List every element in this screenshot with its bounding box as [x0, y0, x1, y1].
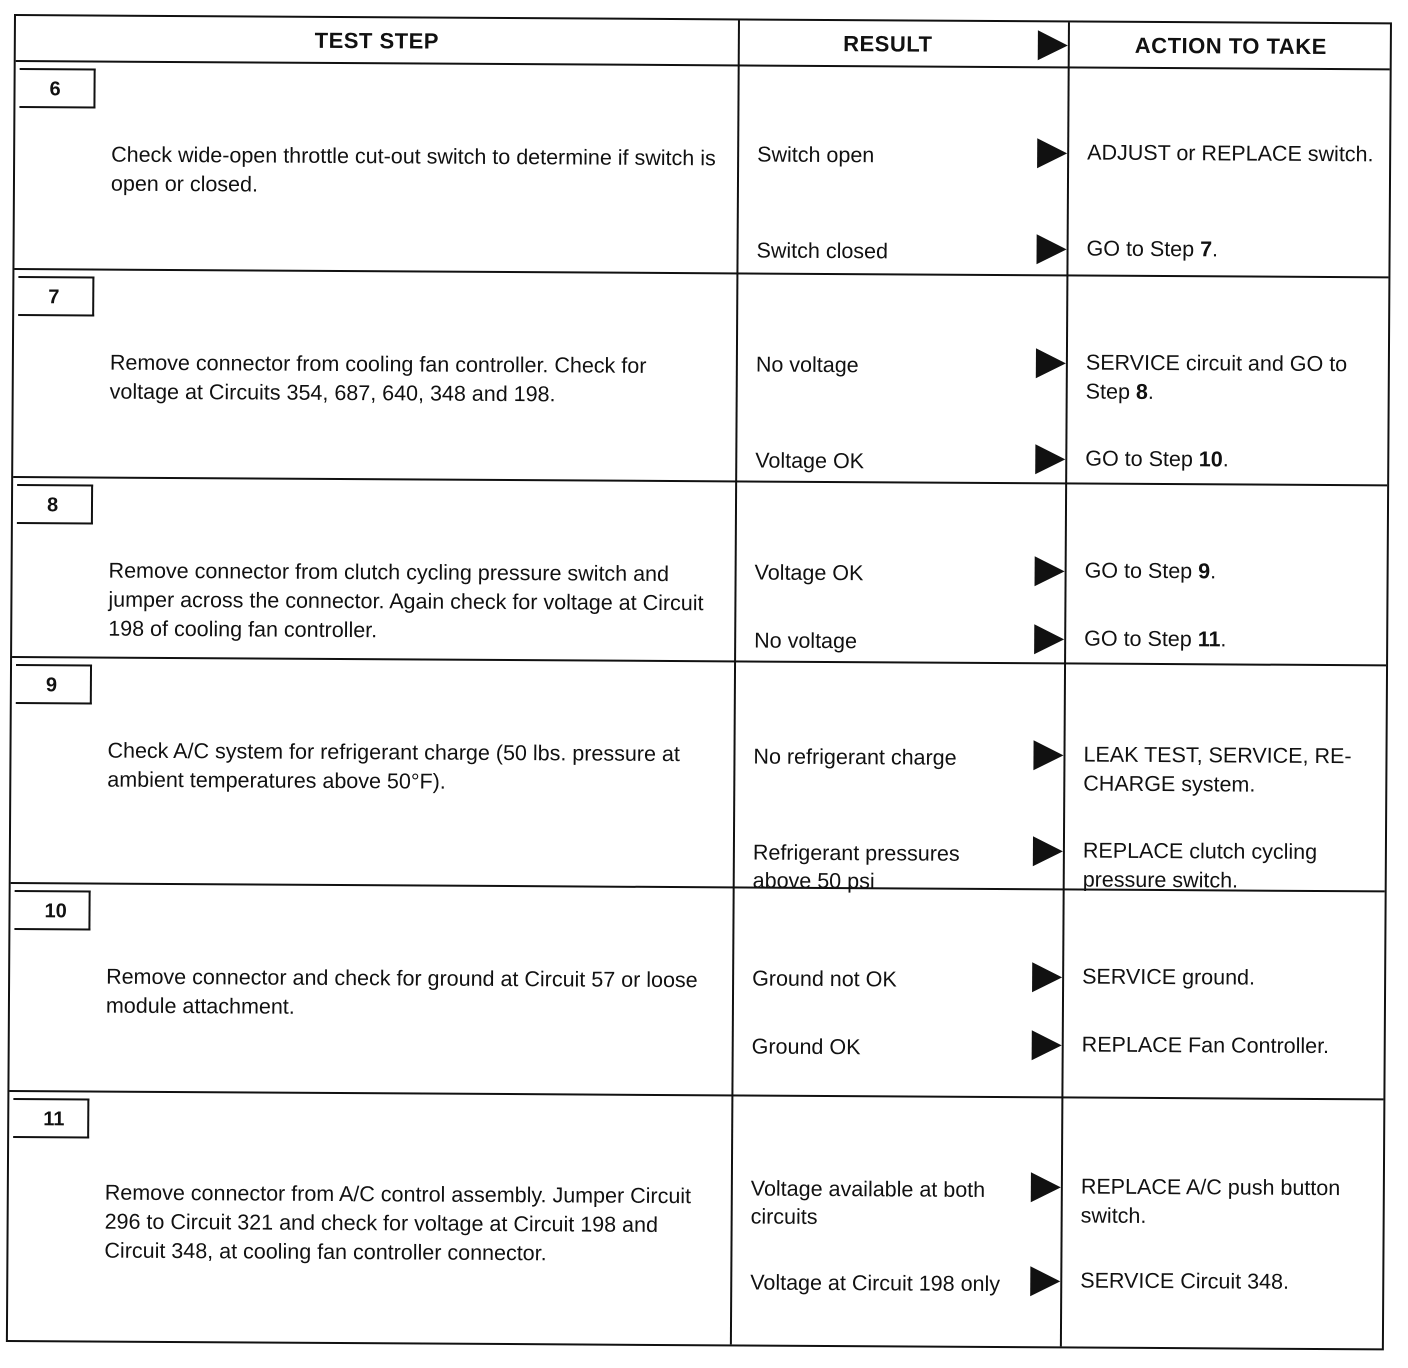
result-text: Voltage OK: [754, 560, 864, 586]
result-text: Switch closed: [756, 238, 889, 264]
result-text: Ground not OK: [752, 966, 897, 992]
step-number: 7: [18, 276, 94, 316]
result-text: Switch open: [757, 142, 875, 168]
step-text: Check wide-open throttle cut-out switch to determine if switch is open or closed.: [110, 142, 716, 197]
arrow-right-icon: [1032, 1030, 1062, 1060]
action-text: GO to Step 7.: [1086, 236, 1219, 262]
action-text: REPLACE clutch cycling pressure switch.: [1082, 838, 1318, 893]
action-text: REPLACE Fan Controller.: [1081, 1032, 1330, 1059]
step-row-11: [8, 1092, 1383, 1348]
header-result: RESULT: [843, 31, 933, 57]
step-row-8: [12, 478, 1387, 666]
result-text: Voltage OK: [755, 448, 865, 474]
table-header: [16, 16, 1390, 70]
result-text: Ground OK: [751, 1034, 861, 1060]
step-text: Remove connector from cooling fan controller. Check for voltage at Circuits 354, 687, 640, 348 and 198.: [109, 350, 647, 407]
action-text: GO to Step 9.: [1084, 558, 1217, 584]
result-text: No voltage: [755, 352, 859, 378]
step-row-9: [11, 658, 1386, 892]
step-text: Remove connector from A/C control assembly. Jumper Circuit 296 to Circuit 321 and check for voltage at Circuit 198 and Circuit 348, at cooling fan controller connector.: [104, 1180, 692, 1266]
result-text: Voltage at Circuit 198 only: [750, 1270, 1001, 1297]
arrow-right-icon: [1032, 962, 1062, 992]
step-row-10: [9, 884, 1384, 1100]
action-text: REPLACE A/C push button switch.: [1080, 1174, 1341, 1228]
step-text: Check A/C system for refrigerant charge (50 lbs. pressure at ambient temperatures above 50°F).: [107, 738, 680, 794]
step-row-7: [13, 270, 1388, 486]
arrow-right-icon: [1034, 624, 1064, 654]
arrow-right-icon: [1036, 234, 1066, 264]
step-number: 10: [14, 890, 90, 930]
header-action: ACTION TO TAKE: [1134, 32, 1327, 60]
header-arrow-icon: [1038, 30, 1068, 60]
diagnostic-table: [6, 14, 1392, 1350]
result-text: Refrigerant pressures above 50 psi: [752, 840, 960, 894]
action-text: LEAK TEST, SERVICE, RE-CHARGE system.: [1083, 742, 1352, 797]
arrow-right-icon: [1031, 1172, 1061, 1202]
step-row-6: [14, 62, 1389, 278]
arrow-right-icon: [1037, 138, 1067, 168]
header-test-step: TEST STEP: [314, 27, 440, 54]
arrow-right-icon: [1033, 740, 1063, 770]
action-text: GO to Step 11.: [1084, 626, 1227, 652]
action-text: SERVICE ground.: [1082, 964, 1256, 990]
action-text: SERVICE Circuit 348.: [1080, 1268, 1290, 1294]
arrow-right-icon: [1033, 836, 1063, 866]
step-number: 6: [19, 68, 95, 108]
step-text: Remove connector from clutch cycling pressure switch and jumper across the connector. Again check for voltage at Circuit 198 of cooling fan controller.: [108, 558, 704, 643]
arrow-right-icon: [1036, 348, 1066, 378]
result-text: No refrigerant charge: [753, 744, 957, 770]
step-number: 8: [17, 484, 93, 524]
step-text: Remove connector and check for ground at Circuit 57 or loose module attachment.: [105, 964, 698, 1019]
action-text: ADJUST or REPLACE switch.: [1087, 140, 1374, 167]
arrow-right-icon: [1035, 556, 1065, 586]
result-text: Voltage available at both circuits: [750, 1176, 986, 1229]
step-number: 9: [16, 664, 92, 704]
arrow-right-icon: [1035, 444, 1065, 474]
result-text: No voltage: [754, 628, 858, 654]
action-text: GO to Step 10.: [1085, 446, 1229, 472]
step-number: 11: [13, 1098, 89, 1138]
action-text: SERVICE circuit and GO to Step 8.: [1085, 350, 1348, 404]
arrow-right-icon: [1030, 1266, 1060, 1296]
